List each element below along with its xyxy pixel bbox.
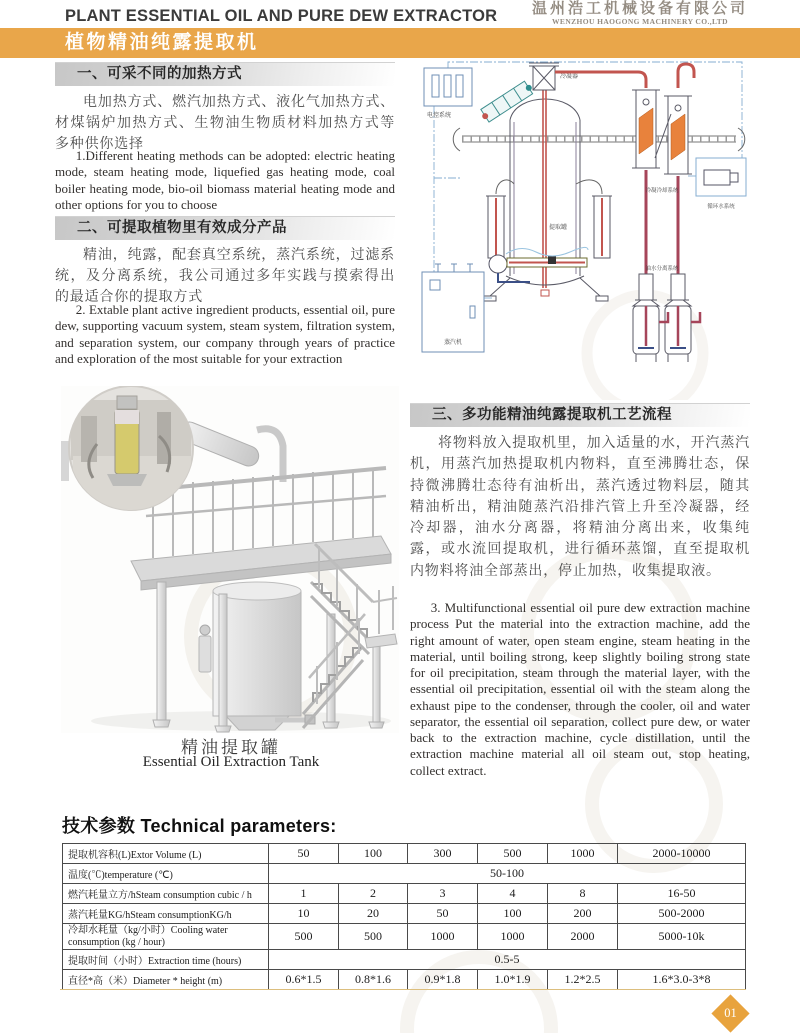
diagram-svg (410, 58, 750, 400)
row-span-value: 0.5-5 (269, 950, 746, 970)
row-label: 提取时间（小时）Extraction time (hours) (63, 950, 269, 970)
table-row (63, 844, 746, 864)
section-1-text-en: 1.Different heating methods can be adopted: electric heating mode, steam heating mode, liquefied gas heating mode, coal boiler heating mode, bio-oil biomass material heating mode and other options for you to choose (55, 148, 395, 212)
row-value: 20 (339, 904, 408, 924)
diagram-tilted-condenser (478, 79, 535, 123)
page-title: PLANT ESSENTIAL OIL AND PURE DEW EXTRACTOR (65, 7, 498, 25)
row-value: 100 (478, 904, 548, 924)
footer-rule (60, 989, 746, 990)
row-value: 200 (548, 904, 618, 924)
extraction-tank-illustration (60, 386, 400, 733)
row-value: 2 (339, 884, 408, 904)
section-1-heading: 一、可采不同的加热方式 (77, 66, 242, 82)
tech-table-body (63, 844, 746, 990)
diagram-separators (633, 274, 700, 362)
diagram-control-box (424, 68, 472, 106)
row-label: 直径*高（米）Diameter * height (m) (63, 970, 269, 990)
section-3-heading-bar (410, 403, 750, 427)
company-logo (532, 1, 748, 26)
row-value: 4 (478, 884, 548, 904)
row-value: 3 (408, 884, 478, 904)
section-3-heading: 三、多功能精油纯露提取机工艺流程 (432, 407, 672, 423)
section-2-text-cn: 精油，纯露，配套真空系统，蒸汽系统，过滤系统，及分离系统，我公司通过多年实践与摸索得出的最适合你的提取方式 (55, 246, 395, 304)
section-2-heading-bar (55, 216, 395, 240)
label-separator: 油水分离系统 (645, 266, 679, 272)
row-label: 燃汽耗量立方/hSteam consumption cubic / h (63, 884, 269, 904)
diagram-steam-box (422, 264, 484, 352)
diagram-water-box (696, 158, 746, 196)
label-circulating-water: 循环水系统 (707, 204, 735, 210)
page-number: 01 (724, 1006, 737, 1020)
row-label: 冷却水耗量（kg/小时）Cooling water consumption (kg / hour) (63, 924, 269, 950)
row-value: 1000 (548, 844, 618, 864)
table-row (63, 884, 746, 904)
row-label: 蒸汽耗量KG/hSteam consumptionKG/h (63, 904, 269, 924)
label-condenser: 冷凝器 (560, 74, 579, 80)
row-value: 500 (478, 844, 548, 864)
row-value: 2000-10000 (618, 844, 746, 864)
section-1-text-cn: 电加热方式、燃汽加热方式、液化气加热方式、材煤锅炉加热方式、生物油生物质材料加热方式等多种供你选择 (55, 93, 395, 151)
row-span-value: 50-100 (269, 864, 746, 884)
row-value: 5000-10k (618, 924, 746, 950)
row-value: 1000 (408, 924, 478, 950)
row-value: 500 (269, 924, 339, 950)
row-value: 1.0*1.9 (478, 970, 548, 990)
diagram-platform (453, 128, 745, 151)
diagram-cooling-cylinders (632, 90, 692, 274)
tank-body (199, 582, 315, 730)
row-value: 1.6*3.0-3*8 (618, 970, 746, 990)
banner-text: 植物精油纯露提取机 (65, 32, 259, 53)
section-1-heading-bar (55, 62, 395, 86)
label-control: 电控系统 (427, 113, 452, 119)
label-cooling: 冷凝冷却系统 (645, 188, 679, 194)
section-2-text-en: 2. Extable plant active ingredient products, essential oil, pure dew, supporting vacuum system, steam system, filtration system, and separation system, our company through years of practice and exploration of the most suitable for your extraction (55, 302, 395, 366)
row-value: 0.9*1.8 (408, 970, 478, 990)
table-row (63, 864, 746, 884)
tech-params-table (62, 843, 746, 990)
table-row (63, 970, 746, 990)
section-2-heading: 二、可提取植物里有效成分产品 (77, 220, 287, 236)
row-value: 8 (548, 884, 618, 904)
row-value: 1 (269, 884, 339, 904)
row-value: 500 (339, 924, 408, 950)
table-row (63, 924, 746, 950)
table-row (63, 904, 746, 924)
row-label: 温度(℃)temperature (℃) (63, 864, 269, 884)
row-value: 10 (269, 904, 339, 924)
label-steam-engine: 蒸汽机 (443, 340, 463, 346)
row-value: 300 (408, 844, 478, 864)
row-label: 提取机容积(L)Extor Volume (L) (63, 844, 269, 864)
section-3-text-cn: 将物料放入提取机里，加入适量的水，开汽蒸汽机，用蒸汽加热提取机内物料，直至沸腾壮态，保持微沸腾壮态待有油析出，蒸汽透过物料层，随其精油析出，精油随蒸汽沿排汽管上升至冷凝器，经冷却器，油水分离器，将精油分离出来，收集纯露，或水流回提取机，进行循环蒸馏，直至提取机内物料将油全部蒸出，停止加热，收集提取液。 (410, 434, 750, 578)
diagram-side-columns (486, 180, 612, 258)
company-name-cn: 温州浩工机械设备有限公司 (531, 0, 748, 17)
row-value: 16-50 (618, 884, 746, 904)
process-flow-diagram (410, 58, 750, 400)
row-value: 0.6*1.5 (269, 970, 339, 990)
company-name-en: WENZHOU HAOGONG MACHINERY CO.,LTD (552, 17, 728, 26)
row-value: 500-2000 (618, 904, 746, 924)
row-value: 100 (339, 844, 408, 864)
photo-essential-oil-tank (60, 386, 400, 733)
section-3-text-en: 3. Multifunctional essential oil pure dew extraction machine process Put the material into the extraction machine, add the right amount of water, open steam engine, steam heating in the material, until boiling strong, keep slightly boiling strong state for oil precipitation, steam through the material layer, with the essential oil precipitation, essential oil with the steam along the exhaust pipe to the condenser, through the cooler, oil and water separator, the essential oil separation, collect pure dew, or water back to the extraction machine, cycle distillation, until the extraction machine material all oil steam out, stop heating, collect extract. (410, 600, 750, 778)
photo-caption-cn: 精油提取罐 (181, 738, 281, 757)
diagram-top-condenser (529, 63, 559, 90)
row-value: 0.8*1.6 (339, 970, 408, 990)
label-tank: 提取罐 (549, 225, 568, 231)
row-value: 50 (269, 844, 339, 864)
row-value: 1000 (478, 924, 548, 950)
row-value: 2000 (548, 924, 618, 950)
row-value: 50 (408, 904, 478, 924)
title-banner (0, 28, 800, 58)
photo-caption-en: Essential Oil Extraction Tank (142, 754, 320, 770)
page-number-badge (711, 994, 749, 1032)
tech-params-title: 技术参数 Technical parameters: (62, 816, 337, 836)
row-value: 1.2*2.5 (548, 970, 618, 990)
table-row (63, 950, 746, 970)
